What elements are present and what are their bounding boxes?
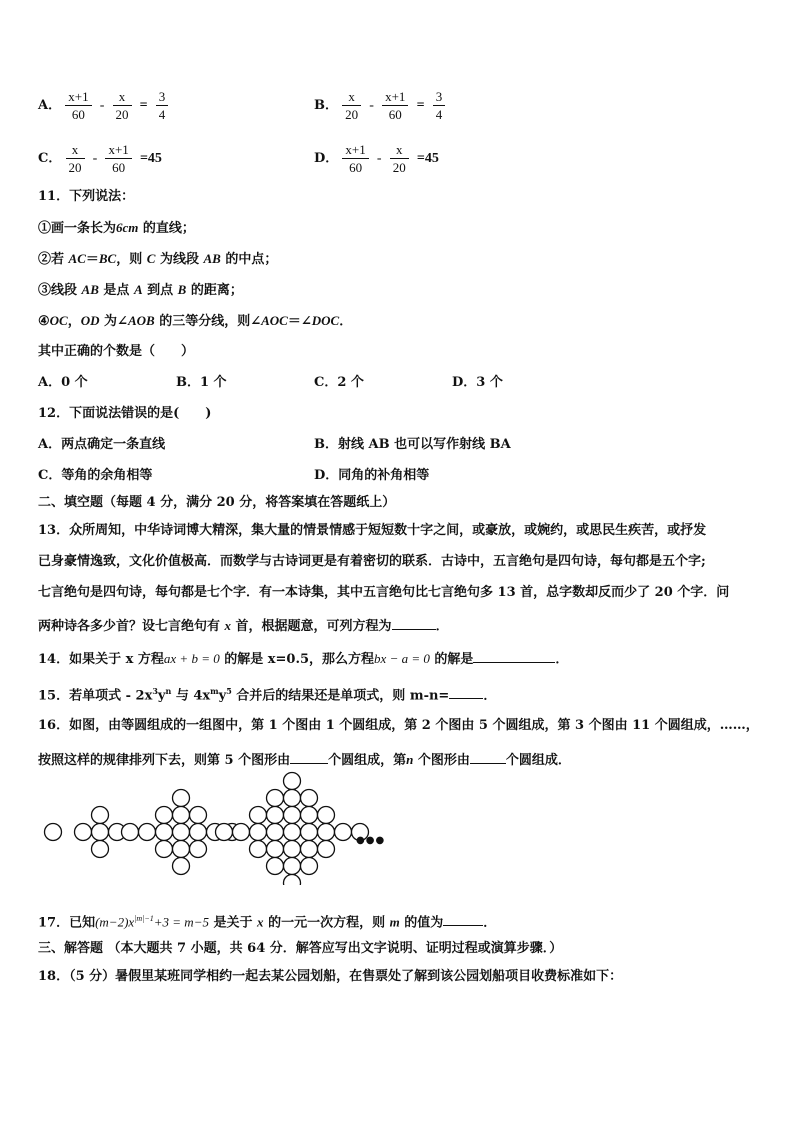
- pattern-circle: [318, 807, 335, 824]
- ellipsis-dots: ●●●: [356, 835, 386, 846]
- pattern-circle: [156, 824, 173, 841]
- q13-line-1: 13．众所周知，中华诗词博大精深，集大量的情景情感于短短数十字之间，或豪放，或婉约，或思民生疾苦，或抒发: [38, 523, 707, 538]
- pattern-circle: [318, 824, 335, 841]
- pattern-circle: [156, 807, 173, 824]
- answer-blank: [449, 684, 483, 699]
- pattern-circle: [267, 824, 284, 841]
- section-3-heading: 三、解答题 （本大题共 7 小题，共 64 分．解答应写出文字说明、证明过程或演算步骤．）: [38, 941, 563, 956]
- q11-stem: 11．下列说法：: [38, 189, 135, 204]
- q12-option-c: C．等角的余角相等: [38, 468, 153, 483]
- q13-line-2: 已身豪情逸致，文化价值极高．而数学与古诗词更是有着密切的联系．古诗中，五言绝句是四句诗，每句都是五个字;: [38, 554, 706, 569]
- q11-option-a: A．0 个: [38, 375, 88, 390]
- pattern-circle: [301, 824, 318, 841]
- fraction: $\frac{x}{20}$: [66, 141, 85, 176]
- pattern-circle: [267, 841, 284, 858]
- q13-line-3: 七言绝句是四句诗，每句都是七个字．有一本诗集，其中五言绝句比七言绝句多 13 首，总字数却反而少了 20 个字．问: [38, 585, 730, 600]
- q11-option-d: D．3 个: [452, 375, 503, 390]
- q10-option-d: D． $\frac{x+1}{60}$ - $\frac{x}{20}$ =45: [314, 142, 439, 175]
- q13-line-4: 两种诗各多少首？设七言绝句有 x 首，根据题意，可列方程为 ．: [38, 615, 449, 636]
- q14-line: 14．如果关于 x 方程ax + b = 0 的解是 x=0.5，那么方程bx − a = 0 的解是 ．: [38, 648, 568, 669]
- answer-blank: [290, 749, 328, 764]
- pattern-circle: [122, 824, 139, 841]
- section-2-heading: 二、填空题（每题 4 分，满分 20 分，将答案填在答题纸上）: [38, 495, 396, 510]
- q16-line-2: 按照这样的规律排列下去，则第 5 个图形由 个圆组成，第n 个图形由 个圆组成．: [38, 749, 571, 770]
- q12-option-a: A．两点确定一条直线: [38, 437, 166, 452]
- pattern-circle: [284, 790, 301, 807]
- q10-option-c: C． $\frac{x}{20}$ - $\frac{x+1}{60}$ =45: [38, 142, 162, 175]
- fraction: $\frac{x+1}{60}$: [105, 141, 131, 176]
- pattern-circle: [173, 807, 190, 824]
- fraction: $\frac{x}{20}$: [390, 141, 409, 176]
- q11-option-b: B．1 个: [176, 375, 227, 390]
- pattern-circle: [318, 841, 335, 858]
- pattern-circle: [139, 824, 156, 841]
- pattern-circle: [301, 807, 318, 824]
- pattern-circle: [92, 807, 109, 824]
- pattern-circle: [267, 790, 284, 807]
- answer-blank: [473, 648, 555, 663]
- pattern-circle: [190, 807, 207, 824]
- q11-question: 其中正确的个数是（ ）: [38, 344, 195, 359]
- pattern-circle: [284, 875, 301, 886]
- pattern-circle: [250, 824, 267, 841]
- pattern-circle: [173, 841, 190, 858]
- pattern-circle: [250, 841, 267, 858]
- pattern-circle: [173, 824, 190, 841]
- q18-stem: 18．（5 分）暑假里某班同学相约一起去某公园划船，在售票处了解到该公园划船项目收费标准如下：: [38, 969, 623, 984]
- pattern-circle: [233, 824, 250, 841]
- pattern-circle: [216, 824, 233, 841]
- pattern-circle: [284, 807, 301, 824]
- q10-option-a: A． $\frac{x+1}{60}$ - $\frac{x}{20}$ = $\frac{3}{4}$: [38, 88, 168, 123]
- pattern-circle: [250, 807, 267, 824]
- pattern-circle: [156, 841, 173, 858]
- fraction: $\frac{x+1}{60}$: [65, 88, 91, 123]
- pattern-circle: [284, 841, 301, 858]
- answer-blank: [443, 911, 483, 926]
- pattern-circle: [284, 858, 301, 875]
- pattern-circle: [173, 790, 190, 807]
- pattern-circle: [45, 824, 62, 841]
- q12-stem: 12．下面说法错误的是( ): [38, 406, 212, 421]
- q12-option-b: B．射线 AB 也可以写作射线 BA: [314, 437, 511, 452]
- pattern-circle: [190, 841, 207, 858]
- pattern-circle: [301, 790, 318, 807]
- pattern-circle: [284, 773, 301, 790]
- fraction: $\frac{x}{20}$: [342, 88, 361, 123]
- pattern-circle: [190, 824, 207, 841]
- q11-statement-3: ③线段 AB 是点 A 到点 B 的距离；: [38, 282, 243, 298]
- q16-line-1: 16．如图，由等圆组成的一组图中，第 1 个图由 1 个圆组成，第 2 个图由 5 个圆组成，第 3 个图由 11 个圆组成，……，: [38, 718, 759, 733]
- fraction: $\frac{x}{20}$: [113, 88, 132, 123]
- fraction: $\frac{x+1}{60}$: [382, 88, 408, 123]
- circle-pattern-figure: [0, 770, 794, 885]
- pattern-circle: [173, 858, 190, 875]
- q11-option-c: C．2 个: [314, 375, 364, 390]
- pattern-circle: [92, 841, 109, 858]
- pattern-circle: [284, 824, 301, 841]
- pattern-circle: [335, 824, 352, 841]
- answer-blank: [392, 615, 436, 630]
- fraction: $\frac{x+1}{60}$: [342, 141, 368, 176]
- q12-option-d: D．同角的补角相等: [314, 468, 430, 483]
- pattern-circle: [301, 841, 318, 858]
- pattern-circle: [75, 824, 92, 841]
- fraction: $\frac{3}{4}$: [156, 88, 169, 123]
- pattern-circle: [92, 824, 109, 841]
- q11-statement-1: ①画一条长为6cm 的直线；: [38, 220, 195, 236]
- q15-line: 15．若单项式 - $2x^3y^n$ 与 $4x^my^5$ 合并后的结果还是单项式，则 m-n= ．: [38, 686, 497, 704]
- pattern-circle: [267, 807, 284, 824]
- answer-blank: [470, 749, 506, 764]
- fraction: $\frac{3}{4}$: [433, 88, 446, 123]
- q11-statement-2: ②若 AC＝BC，则 C 为线段 AB 的中点；: [38, 251, 278, 267]
- q11-statement-4: ④OC，OD 为∠AOB 的三等分线，则∠AOC＝∠DOC．: [38, 313, 353, 329]
- pattern-circle: [301, 858, 318, 875]
- pattern-circle: [267, 858, 284, 875]
- q17-line: 17．已知$(m-2)x^{|m|-1}+3 = m-5$ 是关于 x 的一元一次方程，则 m 的值为 ．: [38, 910, 496, 932]
- q10-option-b: B． $\frac{x}{20}$ - $\frac{x+1}{60}$ = $\frac{3}{4}$: [314, 88, 445, 123]
